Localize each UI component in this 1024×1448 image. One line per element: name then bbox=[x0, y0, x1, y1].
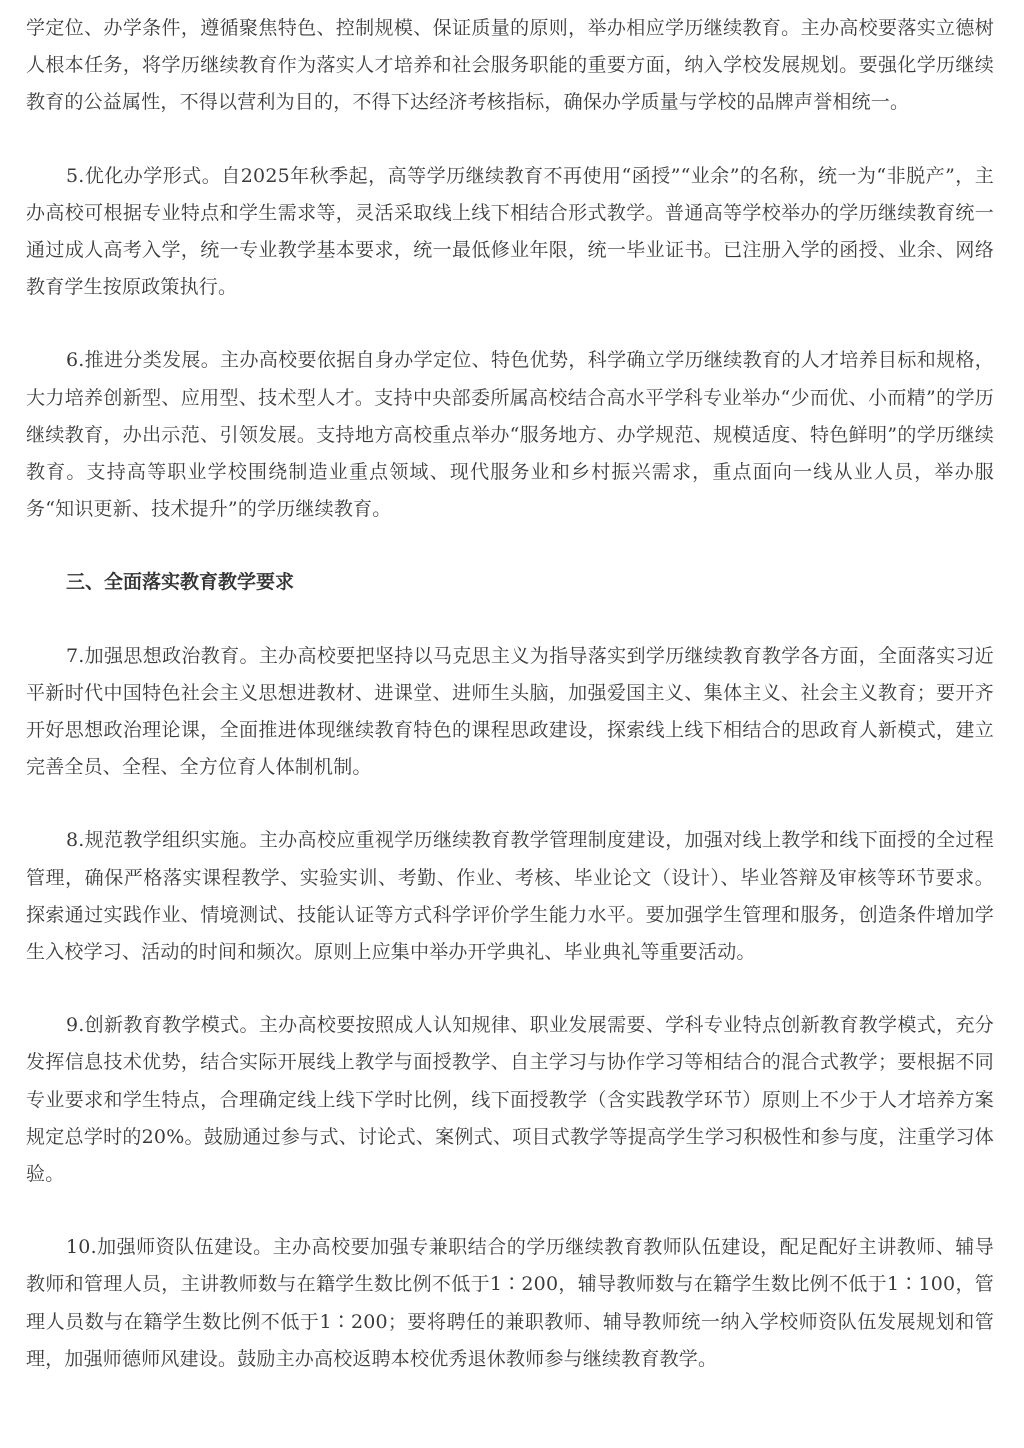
paragraph-8-teaching-organization: 8.规范教学组织实施。主办高校应重视学历继续教育教学管理制度建设，加强对线上教学和线下面授的全过程管理，确保严格落实课程教学、实验实训、考勤、作业、考核、毕业论文（设计）、毕业答辩及审核等环节要求。探索通过实践作业、情境测试、技能认证等方式科学评价学生能力水平。要加强学生管理和服务，创造条件增加学生入校学习、活动的时间和频次。原则上应集中举办开学典礼、毕业典礼等重要活动。 bbox=[26, 829, 994, 964]
section-heading-3: 三、全面落实教育教学要求 bbox=[66, 571, 295, 594]
paragraph-10-teacher-team: 10.加强师资队伍建设。主办高校要加强专兼职结合的学历继续教育教师队伍建设，配足配好主讲教师、辅导教师和管理人员，主讲教师数与在籍学生数比例不低于1∶200，辅导教师数与在籍学生数比例不低于1∶100，管理人员数与在籍学生数比例不低于1∶200；要将聘任的兼职教师、辅导教师统一纳入学校师资队伍发展规划和管理，加强师德师风建设。鼓励主办高校返聘本校优秀退休教师参与继续教育教学。 bbox=[26, 1236, 994, 1370]
document-page bbox=[26, 10, 994, 1414]
paragraph-7-ideological-education: 7.加强思想政治教育。主办高校要把坚持以马克思主义为指导落实到学历继续教育教学各方面，全面落实习近平新时代中国特色社会主义思想进教材、进课堂、进师生头脑，加强爱国主义、集体主义、社会主义教育；要开齐开好思想政治理论课，全面推进体现继续教育特色的课程思政建设，探索线上线下相结合的思政育人新模式，建立完善全员、全程、全方位育人体制机制。 bbox=[26, 644, 994, 779]
paragraph-9-teaching-mode: 9.创新教育教学模式。主办高校要按照成人认知规律、职业发展需要、学科专业特点创新教育教学模式，充分发挥信息技术优势，结合实际开展线上教学与面授教学、自主学习与协作学习等相结合的混合式教学；要根据不同专业要求和学生特点，合理确定线上线下学时比例，线下面授教学（含实践教学环节）原则上不少于人才培养方案规定总学时的20%。鼓励通过参与式、讨论式、案例式、项目式教学等提高学生学习积极性和参与度，注重学习体验。 bbox=[26, 1014, 994, 1186]
paragraph-6-classified-development: 6.推进分类发展。主办高校要依据自身办学定位、特色优势，科学确立学历继续教育的人才培养目标和规格，大力培养创新型、应用型、技术型人才。支持中央部委所属高校结合高水平学科专业举办“少而优、小而精”的学历继续教育，办出示范、引领发展。支持地方高校重点举办“服务地方、办学规范、规模适度、特色鲜明”的学历继续教育。支持高等职业学校围绕制造业重点领域、现代服务业和乡村振兴需求，重点面向一线从业人员，举办服务“知识更新、技术提升”的学历继续教育。 bbox=[26, 349, 994, 521]
paragraph-5-optimize-forms: 5.优化办学形式。自2025年秋季起，高等学历继续教育不再使用“函授”“业余”的名称，统一为“非脱产”，主办高校可根据专业特点和学生需求等，灵活采取线上线下相结合形式教学。普通高等学校举办的学历继续教育统一通过成人高考入学，统一专业教学基本要求，统一最低修业年限，统一毕业证书。已注册入学的函授、业余、网络教育学生按原政策执行。 bbox=[26, 164, 994, 299]
paragraph-continued-intro: 学定位、办学条件，遵循聚焦特色、控制规模、保证质量的原则，举办相应学历继续教育。主办高校要落实立德树人根本任务，将学历继续教育作为落实人才培养和社会服务职能的重要方面，纳入学校发展规划。要强化学历继续教育的公益属性，不得以营利为目的，不得下达经济考核指标，确保办学质量与学校的品牌声誉相统一。 bbox=[26, 17, 994, 114]
